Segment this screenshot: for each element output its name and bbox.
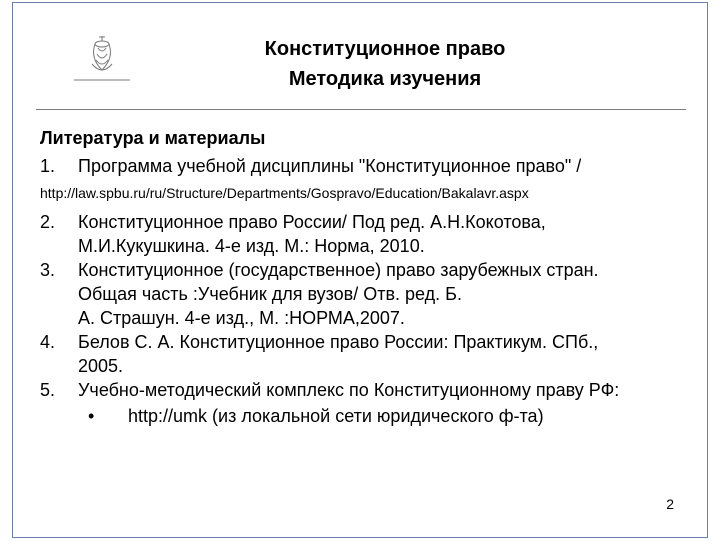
- list-item-text: Общая часть :Учебник для вузов/ Отв. ред. Б.: [78, 284, 462, 304]
- section-heading: Литература и материалы: [40, 128, 266, 148]
- bullet-icon: •: [88, 406, 95, 426]
- slide-frame-bottom: [12, 537, 708, 538]
- header-divider: [36, 109, 686, 110]
- page-number: 2: [666, 496, 674, 512]
- list-item-number: 5.: [40, 380, 56, 400]
- umk-link[interactable]: http://umk (из локальной сети юридического ф-та): [128, 406, 544, 426]
- list-item: [40, 330, 690, 378]
- title-line-1: Конституционное право: [264, 38, 506, 60]
- list-item-number: 4.: [40, 332, 56, 352]
- list-item-text: Белов С. А. Конституционное право России: Практикум. СПб.,: [78, 332, 599, 352]
- list-item-text: Программа учебной дисциплины "Конституционное право" /: [78, 156, 582, 176]
- slide-content: [40, 126, 690, 428]
- list-item-number: 2.: [40, 212, 56, 232]
- slide-frame-left: [12, 2, 13, 538]
- title-line-2: Методика изучения: [288, 68, 482, 90]
- list-item: [40, 154, 690, 178]
- list-item-text: 2005.: [78, 356, 124, 376]
- list-item-number: 1.: [40, 156, 56, 176]
- literature-list-continued: [40, 210, 690, 402]
- list-item-text: Конституционное право России/ Под ред. А.Н.Кокотова,: [78, 212, 546, 232]
- list-item-text: М.И.Кукушкина. 4-е изд. М.: Норма, 2010.: [78, 236, 425, 256]
- list-item: [40, 378, 690, 402]
- program-url-link[interactable]: http://law.spbu.ru/ru/Structure/Departments/Gospravo/Education/Bakalavr.aspx: [40, 185, 529, 201]
- list-item-text: Учебно-методический комплекс по Конституционному праву РФ:: [78, 380, 620, 400]
- slide-frame-right: [707, 2, 708, 538]
- list-item: [40, 210, 690, 258]
- university-crest-icon: [70, 24, 134, 84]
- slide-title: [190, 34, 580, 94]
- slide-frame-top: [12, 2, 708, 3]
- bullet-item: [88, 404, 690, 428]
- literature-list: [40, 154, 690, 178]
- list-item: [40, 258, 690, 330]
- list-item-text: Конституционное (государственное) право зарубежных стран.: [78, 260, 599, 280]
- list-item-text: А. Страшун. 4-е изд., М. :НОРМА,2007.: [78, 308, 405, 328]
- list-item-number: 3.: [40, 260, 56, 280]
